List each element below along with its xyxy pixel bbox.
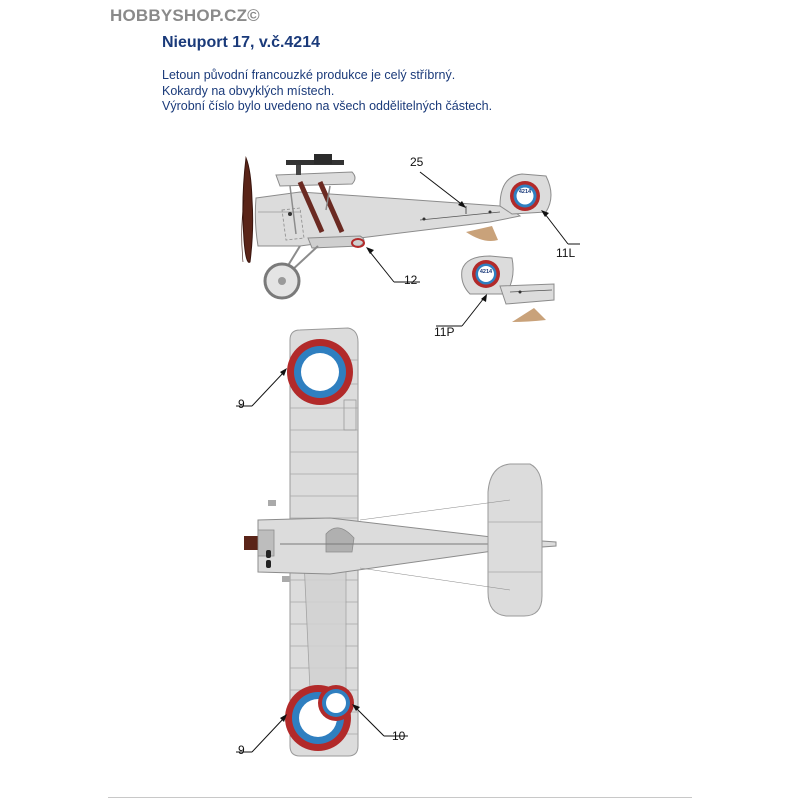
footer-divider — [108, 797, 692, 798]
fin-roundel-left — [510, 181, 540, 211]
upper-wing-side — [276, 172, 355, 186]
callout-12: 12 — [404, 273, 418, 287]
description-line: Kokardy na obvyklých místech. — [162, 83, 335, 98]
page-title: Nieuport 17, v.č.4214 — [162, 34, 320, 51]
callout-9-bottom: 9 — [238, 743, 245, 757]
description-line: Letoun původní francouzké produkce je celý stříbrný. — [162, 68, 456, 82]
roundel-lower-wing — [318, 685, 354, 721]
fin-serial-right: 4214 — [479, 269, 493, 275]
watermark: HOBBYSHOP.CZ© — [110, 6, 260, 25]
roundel-upper-top — [287, 339, 353, 405]
fin-serial-left: 4214 — [518, 189, 532, 195]
fin-roundel-right — [472, 260, 500, 288]
top-view — [236, 328, 556, 757]
tail-fuselage-right — [500, 284, 554, 304]
lower-wing-top — [304, 558, 346, 690]
description-line: Výrobní číslo bylo uvedeno na všech oddělitelných částech. — [162, 99, 493, 113]
side-view — [242, 154, 580, 298]
tail-skid — [466, 226, 498, 241]
callout-25: 25 — [410, 155, 424, 169]
callout-11L: 11L — [556, 246, 576, 260]
tailplane-top — [488, 464, 542, 616]
callout-11P: 11P — [434, 325, 455, 339]
callout-10: 10 — [392, 729, 406, 743]
tail-right-detail — [434, 256, 554, 339]
callout-9-top: 9 — [238, 397, 245, 411]
propeller — [243, 158, 253, 262]
